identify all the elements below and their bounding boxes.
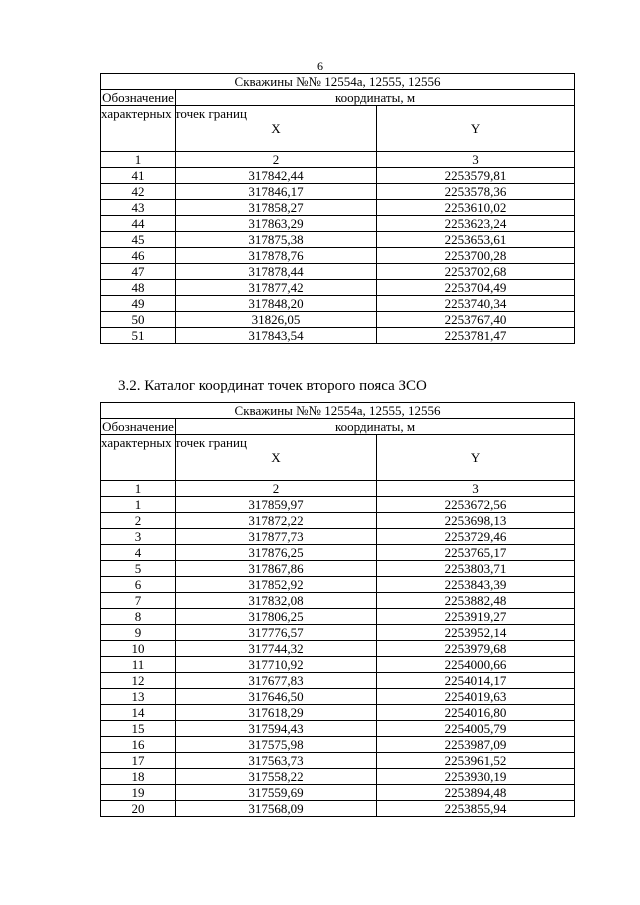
x-coordinate-cell: 317594,43 [176,721,377,737]
point-number-cell: 45 [101,232,176,248]
x-coordinate-cell: 317843,54 [176,328,377,344]
point-number-cell: 44 [101,216,176,232]
table-row [101,216,575,232]
x-coordinate-cell: 317877,42 [176,280,377,296]
point-number-cell: 16 [101,737,176,753]
x-coordinate-cell: 317677,83 [176,673,377,689]
table-row [101,232,575,248]
y-coordinate-cell: 2253979,68 [377,641,575,657]
y-coordinate-cell: 2253704,49 [377,280,575,296]
coordinates-table-second-zone [100,402,575,817]
header-num-1: 1 [101,152,176,168]
table-row [101,296,575,312]
header-numbering-row [101,152,575,168]
table-row [101,801,575,817]
point-number-cell: 49 [101,296,176,312]
y-coordinate-cell: 2253700,28 [377,248,575,264]
x-coordinate-cell: 317575,98 [176,737,377,753]
table-row [101,673,575,689]
y-coordinate-cell: 2254016,80 [377,705,575,721]
header-row-top [101,90,575,106]
x-coordinate-cell: 317744,32 [176,641,377,657]
point-number-cell: 9 [101,625,176,641]
y-coordinate-cell: 2253952,14 [377,625,575,641]
x-coordinate-cell: 317646,50 [176,689,377,705]
x-coordinate-cell: 317618,29 [176,705,377,721]
y-coordinate-cell: 2253623,24 [377,216,575,232]
x-coordinate-cell: 317859,97 [176,497,377,513]
header-designation: Обозначение [102,419,174,434]
point-number-cell: 15 [101,721,176,737]
x-coordinate-cell: 317852,92 [176,577,377,593]
y-coordinate-cell: 2253803,71 [377,561,575,577]
header-x: X [176,106,377,152]
point-number-cell: 10 [101,641,176,657]
y-coordinate-cell: 2253855,94 [377,801,575,817]
x-coordinate-cell: 317867,86 [176,561,377,577]
table-row [101,280,575,296]
header-num-1: 1 [101,481,176,497]
header-num-2: 2 [176,481,377,497]
section-heading: 3.2. Каталог координат точек второго пояса ЗСО [118,378,427,394]
table-body [101,74,575,344]
table-row [101,561,575,577]
x-coordinate-cell: 317878,76 [176,248,377,264]
header-row-top [101,419,575,435]
table-row [101,769,575,785]
point-number-cell: 46 [101,248,176,264]
point-number-cell: 5 [101,561,176,577]
point-number-cell: 11 [101,657,176,673]
y-coordinate-cell: 2253919,27 [377,609,575,625]
point-number-cell: 1 [101,497,176,513]
point-number-cell: 14 [101,705,176,721]
x-coordinate-cell: 317842,44 [176,168,377,184]
x-coordinate-cell: 317558,22 [176,769,377,785]
point-number-cell: 12 [101,673,176,689]
y-coordinate-cell: 2253698,13 [377,513,575,529]
table-row [101,705,575,721]
x-coordinate-cell: 317858,27 [176,200,377,216]
header-num-3: 3 [377,152,575,168]
x-coordinate-cell: 317848,20 [176,296,377,312]
x-coordinate-cell: 317563,73 [176,753,377,769]
header-y: Y [377,435,575,481]
header-x: X [176,435,377,481]
header-designation-cont: характерных точек границ [101,106,176,152]
y-coordinate-cell: 2254014,17 [377,673,575,689]
y-coordinate-cell: 2253882,48 [377,593,575,609]
y-coordinate-cell: 2253843,39 [377,577,575,593]
x-coordinate-cell: 317806,25 [176,609,377,625]
header-row-xy [101,106,575,152]
table-row [101,625,575,641]
point-number-cell: 13 [101,689,176,705]
table-row [101,545,575,561]
point-number-cell: 17 [101,753,176,769]
x-coordinate-cell: 317559,69 [176,785,377,801]
table-row [101,753,575,769]
y-coordinate-cell: 2253702,68 [377,264,575,280]
y-coordinate-cell: 2253672,56 [377,497,575,513]
y-coordinate-cell: 2253740,34 [377,296,575,312]
table-row [101,785,575,801]
header-designation: Обозначение [102,90,174,105]
y-coordinate-cell: 2254005,79 [377,721,575,737]
y-coordinate-cell: 2253987,09 [377,737,575,753]
y-coordinate-cell: 2253765,17 [377,545,575,561]
table-title-row [101,74,575,90]
point-number-cell: 7 [101,593,176,609]
coordinates-table-first-zone [100,73,575,344]
table-title: Скважины №№ 12554а, 12555, 12556 [101,74,575,90]
table-row [101,593,575,609]
table-row [101,577,575,593]
page-number: 6 [317,59,323,73]
point-number-cell: 4 [101,545,176,561]
point-number-cell: 18 [101,769,176,785]
point-number-cell: 20 [101,801,176,817]
header-coordinates: координаты, м [176,419,575,435]
header-row-xy [101,435,575,481]
y-coordinate-cell: 2253610,02 [377,200,575,216]
table-row [101,328,575,344]
table-row [101,529,575,545]
header-designation-cont: характерных точек границ [101,435,176,481]
point-number-cell: 42 [101,184,176,200]
point-number-cell: 48 [101,280,176,296]
point-number-cell: 6 [101,577,176,593]
x-coordinate-cell: 317876,25 [176,545,377,561]
table-row [101,264,575,280]
x-coordinate-cell: 31826,05 [176,312,377,328]
point-number-cell: 19 [101,785,176,801]
header-y: Y [377,106,575,152]
header-numbering-row [101,481,575,497]
point-number-cell: 8 [101,609,176,625]
table-row [101,184,575,200]
y-coordinate-cell: 2253930,19 [377,769,575,785]
point-number-cell: 43 [101,200,176,216]
table-title: Скважины №№ 12554а, 12555, 12556 [101,403,575,419]
header-coordinates: координаты, м [176,90,575,106]
table-row [101,513,575,529]
x-coordinate-cell: 317846,17 [176,184,377,200]
point-number-cell: 47 [101,264,176,280]
x-coordinate-cell: 317568,09 [176,801,377,817]
point-number-cell: 51 [101,328,176,344]
point-number-cell: 41 [101,168,176,184]
x-coordinate-cell: 317832,08 [176,593,377,609]
y-coordinate-cell: 2254000,66 [377,657,575,673]
header-num-2: 2 [176,152,377,168]
point-number-cell: 3 [101,529,176,545]
x-coordinate-cell: 317776,57 [176,625,377,641]
y-coordinate-cell: 2253961,52 [377,753,575,769]
y-coordinate-cell: 2253579,81 [377,168,575,184]
x-coordinate-cell: 317878,44 [176,264,377,280]
y-coordinate-cell: 2254019,63 [377,689,575,705]
table-row [101,721,575,737]
table-row [101,737,575,753]
y-coordinate-cell: 2253653,61 [377,232,575,248]
table-row [101,641,575,657]
table-row [101,168,575,184]
point-number-cell: 50 [101,312,176,328]
table-title-row [101,403,575,419]
x-coordinate-cell: 317710,92 [176,657,377,673]
table-row [101,497,575,513]
table-row [101,689,575,705]
table-row [101,312,575,328]
y-coordinate-cell: 2253894,48 [377,785,575,801]
table-row [101,609,575,625]
y-coordinate-cell: 2253781,47 [377,328,575,344]
x-coordinate-cell: 317872,22 [176,513,377,529]
x-coordinate-cell: 317863,29 [176,216,377,232]
table-row [101,657,575,673]
header-num-3: 3 [377,481,575,497]
point-number-cell: 2 [101,513,176,529]
y-coordinate-cell: 2253578,36 [377,184,575,200]
x-coordinate-cell: 317875,38 [176,232,377,248]
x-coordinate-cell: 317877,73 [176,529,377,545]
y-coordinate-cell: 2253729,46 [377,529,575,545]
table-row [101,200,575,216]
y-coordinate-cell: 2253767,40 [377,312,575,328]
table-body [101,403,575,817]
table-row [101,248,575,264]
